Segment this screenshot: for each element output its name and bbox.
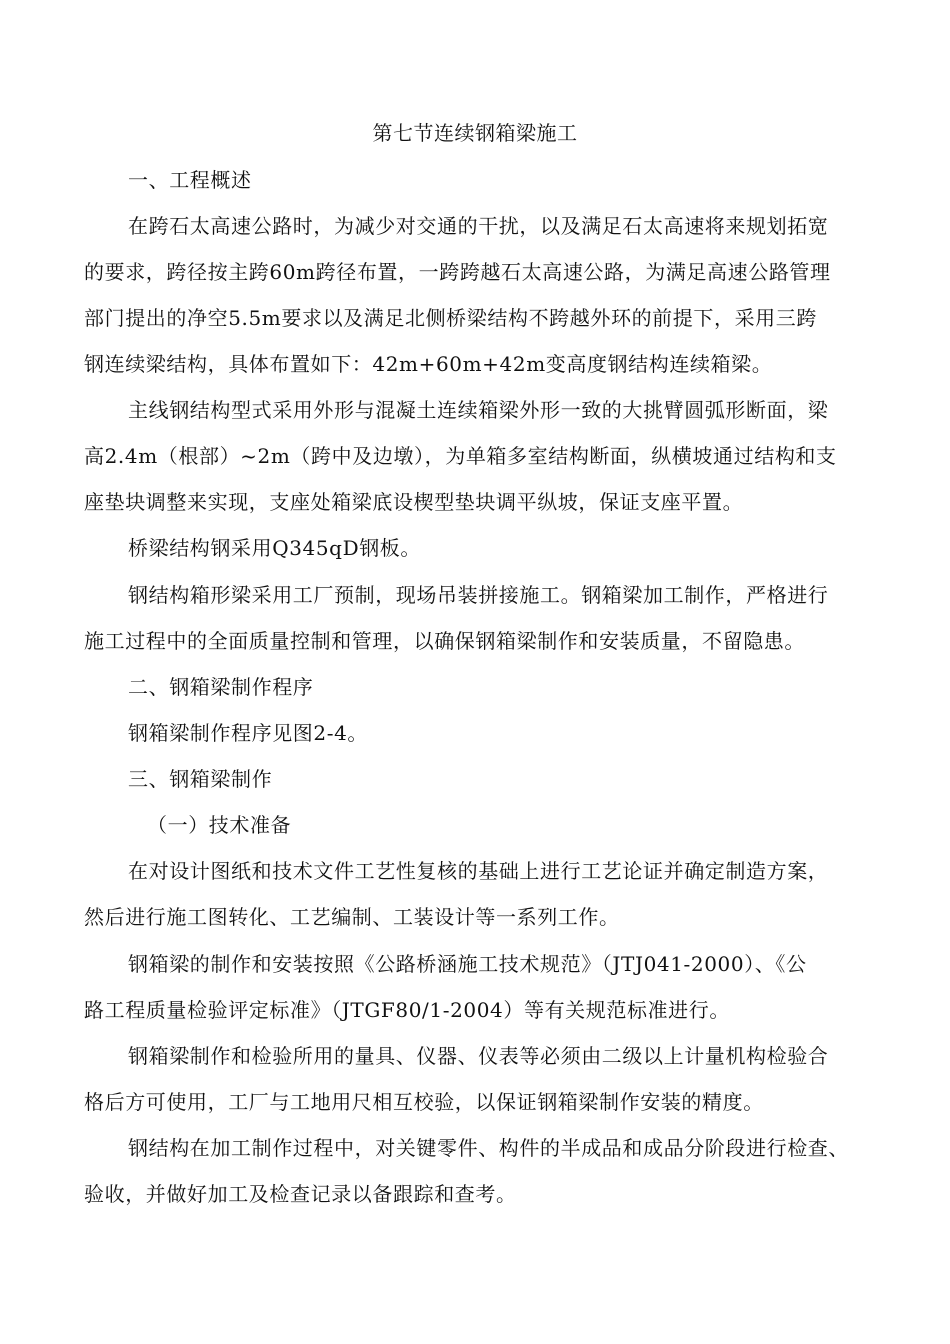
paragraph-line: 在对设计图纸和技术文件工艺性复核的基础上进行工艺论证并确定制造方案， [128,859,829,883]
paragraph-line: 的要求，跨径按主跨60m跨径布置，一跨跨越石太高速公路，为满足高速公路管理 [84,260,831,284]
paragraph-line: 钢箱梁的制作和安装按照《公路桥涵施工技术规范》（JTJ041-2000）、《公 [128,952,807,976]
paragraph-line: 高2.4m（根部）~2m（跨中及边墩），为单箱多室结构断面，纵横坡通过结构和支 [84,444,837,468]
page-title: 第七节连续钢箱梁施工 [372,121,578,145]
paragraph-line: 然后进行施工图转化、工艺编制、工装设计等一系列工作。 [84,905,620,929]
paragraph-line: 钢连续梁结构，具体布置如下：42m+60m+42m变高度钢结构连续箱梁。 [84,352,773,376]
paragraph-line: 座垫块调整来实现，支座处箱梁底设楔型垫块调平纵坡，保证支座平置。 [84,490,744,514]
subsection-heading: （一）技术准备 [147,813,292,837]
paragraph-line: 验收，并做好加工及检查记录以备跟踪和查考。 [84,1182,517,1206]
paragraph-line: 路工程质量检验评定标准》（JTGF80/1-2004）等有关规范标准进行。 [84,998,730,1022]
paragraph-line: 施工过程中的全面质量控制和管理，以确保钢箱梁制作和安装质量，不留隐患。 [84,629,805,653]
paragraph-line: 钢箱梁制作程序见图2-4。 [128,721,369,745]
section-heading-2: 二、钢箱梁制作程序 [128,675,314,699]
paragraph-line: 主线钢结构型式采用外形与混凝土连续箱梁外形一致的大挑臂圆弧形断面，梁 [128,398,829,422]
paragraph-line: 钢结构在加工制作过程中，对关键零件、构件的半成品和成品分阶段进行检查、 [128,1136,849,1160]
paragraph-line: 在跨石太高速公路时，为减少对交通的干扰，以及满足石太高速将来规划拓宽 [128,214,829,238]
section-heading-1: 一、工程概述 [128,168,252,192]
section-heading-3: 三、钢箱梁制作 [128,767,273,791]
paragraph-line: 部门提出的净空5.5m要求以及满足北侧桥梁结构不跨越外环的前提下，采用三跨 [84,306,817,330]
paragraph-line: 钢结构箱形梁采用工厂预制，现场吊装拼接施工。钢箱梁加工制作，严格进行 [128,583,829,607]
paragraph-line: 桥梁结构钢采用Q345qD钢板。 [128,536,422,560]
paragraph-line: 格后方可使用，工厂与工地用尺相互校验，以保证钢箱梁制作安装的精度。 [84,1090,764,1114]
paragraph-line: 钢箱梁制作和检验所用的量具、仪器、仪表等必须由二级以上计量机构检验合 [128,1044,829,1068]
